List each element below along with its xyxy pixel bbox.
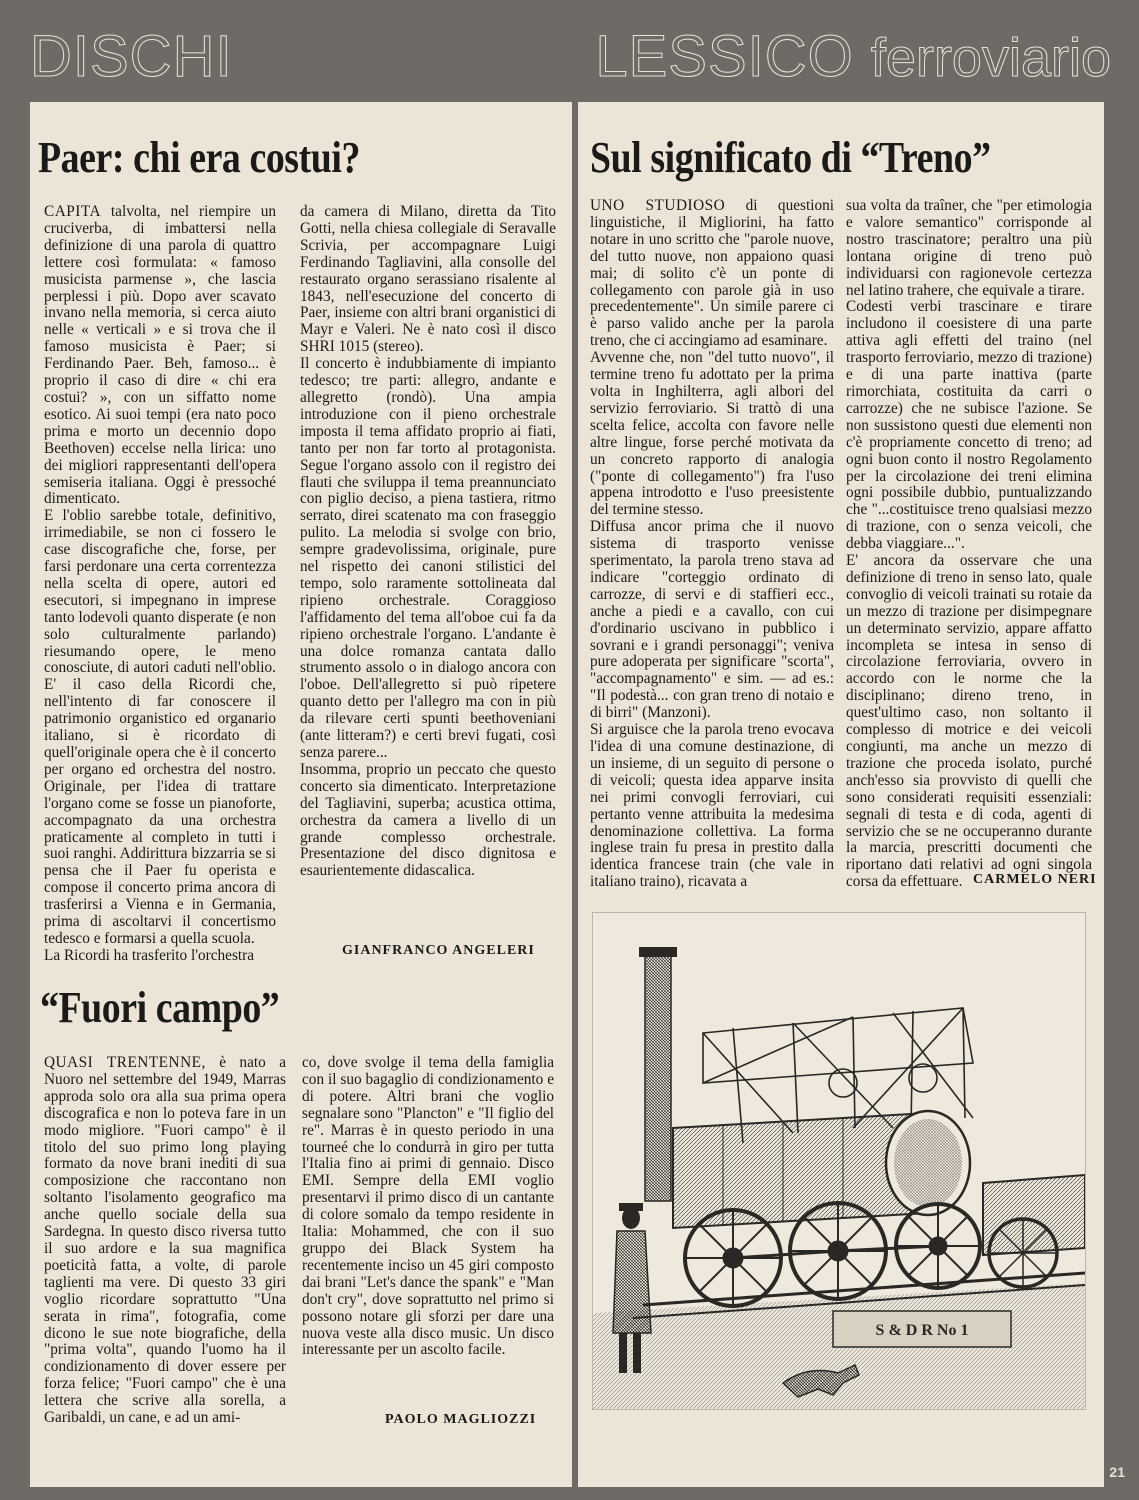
paragraph: Avvenne che, non "del tutto nuovo", il termine treno fu adottato per la prima volta in Inghilterra, agli albori del servizio ferroviario. Si trattò di una scelta felice, accolta con favore nelle altre lingue, forse perché motivata da un concreto rapporto di analogia ("ponte di collegamento") fra l'uso appena introdotto e l'uso preesistente del termine stesso. (590, 349, 834, 519)
paragraph: Diffusa ancor prima che il nuovo sistema di trasporto venisse sperimentato, la parola treno stava ad indicare "corteggio ordinato di carrozze, di servi e di staffieri ecc., anche a piedi e a cavallo, con cui d'ordinario uscivano in pubblico i sovrani e i grandi personaggi"; veniva pure adoperata per significare "scorta", "accompagnamento" e sim. — ad es.: "Il podestà... con gran treno di notaio e di birri" (Manzoni). (590, 518, 834, 722)
paragraph: di questioni linguistiche, il Migliorini, ha fatto notare in uno scritto che "parole nuove, del tutto nuove, non appaiono quasi mai; di solito c'è un ponte di collegamento con parole già in uso precedentemente". Un simile parere ci è parso valido anche per la parola treno, che ci accingiamo ad esaminare. (590, 197, 835, 350)
lead-in: QUASI TRENTENNE, (44, 1054, 206, 1071)
byline-angeleri: GIANFRANCO ANGELERI (342, 943, 535, 958)
article-treno-col2 (846, 198, 1092, 891)
lead-in: UNO STUDIOSO (590, 197, 726, 214)
paragraph: Insomma, proprio un peccato che questo concerto sia dimenticato. Interpretazione del Tagliavini, superba; acustica ottima, orchestra da camera a livello di un grande complesso orchestrale. Presentazione del disco dignitosa e esaurientemente didascalica. (300, 760, 556, 880)
byline-magliozzi: PAOLO MAGLIOZZI (385, 1412, 537, 1427)
paragraph: talvolta, nel riempire un cruciverba, di imbattersi nella definizione di una parola di quattro lettere così formulata: « famoso musicista parmense », che lascia perplessi i più. Dopo aver scavato invano nella memoria, si cerca aiuto nelle « verticali » e si trova che il famoso musicista è Paer; si Ferdinando Paer. Beh, famoso... è proprio il caso di dire « chi era costui? », con un siffatto nome esotico. Ai suoi tempi (era nato poco prima e morto un decennio dopo Beethoven) eccelse nella lirica: uno dei migliori rappresentanti dell'opera semiseria italiana. Oggi è pressoché dimenticato. (44, 203, 276, 508)
paragraph: sua volta da traîner, che "per etimologia e valore semantico" corrisponde al nostro trascinatore; peraltro una più lontana origine di treno può individuarsi con ragionevole certezza nel latino trahere, che equivale a tirare. (846, 197, 1092, 299)
paragraph: da camera di Milano, diretta da Tito Gotti, nella chiesa collegiale di Seravalle Scrivia, per accompagnare Luigi Ferdinando Tagliavini, alla consolle del restaurato organo serassiano risalente al 1843, nell'esecuzione del concerto di Paer, insieme con altri brani organistici di Mayr e Valeri. Ne è nato così il disco SHRI 1015 (stereo). (300, 203, 556, 356)
article-fuori-campo-col1 (44, 1055, 286, 1427)
byline-neri: CARMELO NERI (973, 872, 1097, 887)
paragraph: Codesti verbi trascinare e tirare includono il coesistere di una parte attiva agli effetti del traino (nel trasporto ferroviario, mezzo di trazione) e di una parte inattiva (parte rimorchiata, costituita da carri o carrozze) che ne subisce l'azione. Se non sussistono questi due elementi non c'è propriamente concetto di treno; ad ogni buon conto il nostro Regolamento per la circolazione dei treni elimina ogni possibile dubbio, puntualizzando che "...costituisce treno qualsiasi mezzo di trazione, con o senza veicoli, che debba viaggiare...". (846, 298, 1092, 553)
paragraph: La Ricordi ha trasferito l'orchestra (44, 946, 255, 964)
paragraph: è nato a Nuoro nel settembre del 1949, Marras approda solo ora alla sua prima opera discografica e non lo poteva fare in un modo migliore. "Fuori campo" è il titolo del suo primo long playing formato da nove brani inediti di sua composizione che raccontano non soltanto l'isolamento geografico ma anche quello sociale della sua Sardegna. In questo disco riversa tutto il suo ardore e la sua magnifica poeticità fatta, a volte, di parole taglienti ma vere. Di questo 33 giri voglio ricordare soprattutto "Una serata in rima", fotografia, come dicono le sue note biografiche, della "prima volta", quando l'uomo ha il condizionamento di dover essere per forza felice; "Fuori campo" che è una lettera che scrive alla sorella, a Garibaldi, un cane, e ad un ami- (44, 1054, 286, 1427)
dischi-panel (30, 102, 572, 1487)
section-title-sub: ferroviario (870, 28, 1111, 88)
article-title-treno: Sul significato di “Treno” (590, 133, 991, 182)
paragraph: co, dove svolge il tema della famiglia con il suo bagaglio di condizionamento e di potere. Altri brani che voglio segnalare sono "Plancton" e "Il figlio del re". Marras è in questo periodo in una tourneé che lo condurrà in giro per tutta l'Italia fino ai primi di gennaio. Disco EMI. Sempre della EMI voglio presentarvi il primo disco di un cantante di colore somalo da tempo residente in Italia: Mohammed, che con il suo gruppo dei Black System ha recentemente inciso un 45 giri composto dai brani "Let's dance the spank" e "Man don't cry", dove soprattutto nel primo si possono notare gli sforzi per dare una nuova veste alla disco music. Un disco interessante per un ascolto facile. (302, 1054, 554, 1359)
paragraph: E l'oblio sarebbe totale, definitivo, irrimediabile, se non ci fossero le case discografiche che, forse, per farsi perdonare una certa correntezza nella scelta di opere, autori ed esecutori, si impegnano in imprese tanto lodevoli quanto disperate (e non solo culturalmente parlando) riesumando opere, le meno conosciute, di autori caduti nell'oblio. E' il caso della Ricordi che, nell'intento di far conoscere il patrimonio organistico ed organario italiano, si è ricordato di quell'originale opera che è il concerto per organo ed orchestra del nostro. Originale, per l'idea di trattare l'organo come se fosse un pianoforte, accompagnato da una orchestra praticamente al completo in tutti i suoi ranghi. Addirittura bizzarria se si pensa che il Paer fu operista e compose il concerto prima ancora di trasferirsi a Vienna e in Germania, prima di ascoltarvi il concertismo tedesco e formarsi a quella scuola. (44, 507, 276, 947)
article-treno-col1 (590, 198, 834, 891)
article-fuori-campo-col2 (302, 1055, 554, 1359)
article-title-paer: Paer: chi era costui? (38, 133, 360, 182)
article-paer-col1 (44, 204, 276, 965)
paragraph: Si arguisce che la parola treno evocava l'idea di una comune destinazione, di un insieme, di un seguito di persone o di veicoli; questa idea apparve insita nei primi convogli ferroviari, cui pertanto venne attribuita la medesima denominazione collettiva. La forma inglese train fu presa in prestito dalla identica francese train (che vale in italiano traino), ricavata a (590, 721, 834, 891)
page-number: 21 (1109, 1464, 1125, 1480)
plaque-text: S & D R No 1 (875, 1322, 969, 1339)
locomotive-engraving (592, 912, 1086, 1410)
lead-in: CAPITA (44, 203, 102, 220)
section-title-dischi: DISCHI (30, 24, 233, 89)
section-title-lessico (595, 24, 1111, 89)
paragraph: E' ancora da osservare che una definizione di treno in senso lato, quale convoglio di veicoli trainati su rotaie da un mezzo di trazione per disimpegnare un determinato servizio, appare affatto incompleta se intesa in senso di circolazione ferroviaria, ovvero in accordo con le norme che la disciplinano; direno treno, in quest'ultimo caso, non soltanto il complesso di motrice e dei veicoli congiunti, ma anche un mezzo di trazione che proceda isolato, purché anch'esso sia provvisto di quelli che sono considerati requisiti essenziali: segnali di testa e di coda, agenti di servizio che se ne occuperanno durante la marcia, prescritti documenti che riportano dati relativi ad ogni singola corsa da effettuare. (846, 552, 1092, 891)
article-title-fuori-campo: “Fuori campo” (40, 983, 280, 1032)
chimney (645, 951, 671, 1201)
chimney-cap (639, 947, 677, 957)
article-paer-col2 (300, 204, 556, 880)
paragraph: Il concerto è indubbiamente di impianto tedesco; tre parti: allegro, andante e allegretto (rondò). Una ampia introduzione con il pieno orchestrale imposta il tema affidato proprio ai fiati, tanto per non far torto al protagonista. Segue l'organo assolo con il registro dei flauti che sviluppa il tema preannunciato con piglio deciso, a piena tastiera, ritmo serrato, direi scatenato ma con fraseggio pulito. La melodia si svolge con brio, sempre gradevolissima, originale, pure nel rispetto dei canoni stilistici del tempo, solo raramente sottolineata dal ripieno orchestrale. Coraggioso l'affidamento del tema all'oboe cui fa da ripieno orchestrale l'organo. L'andante è una dolce romanza cantata dallo strumento assolo o in dialogo ancora con l'oboe. Dell'allegretto si può ripetere quanto detto per l'allegro ma con in più da rilevare certi spunti beethoveniani (ante litteram?) e certi brevi fugati, così senza parere... (300, 355, 556, 761)
locomotive-drawing (593, 913, 1085, 1409)
section-title-main: LESSICO (595, 24, 854, 89)
